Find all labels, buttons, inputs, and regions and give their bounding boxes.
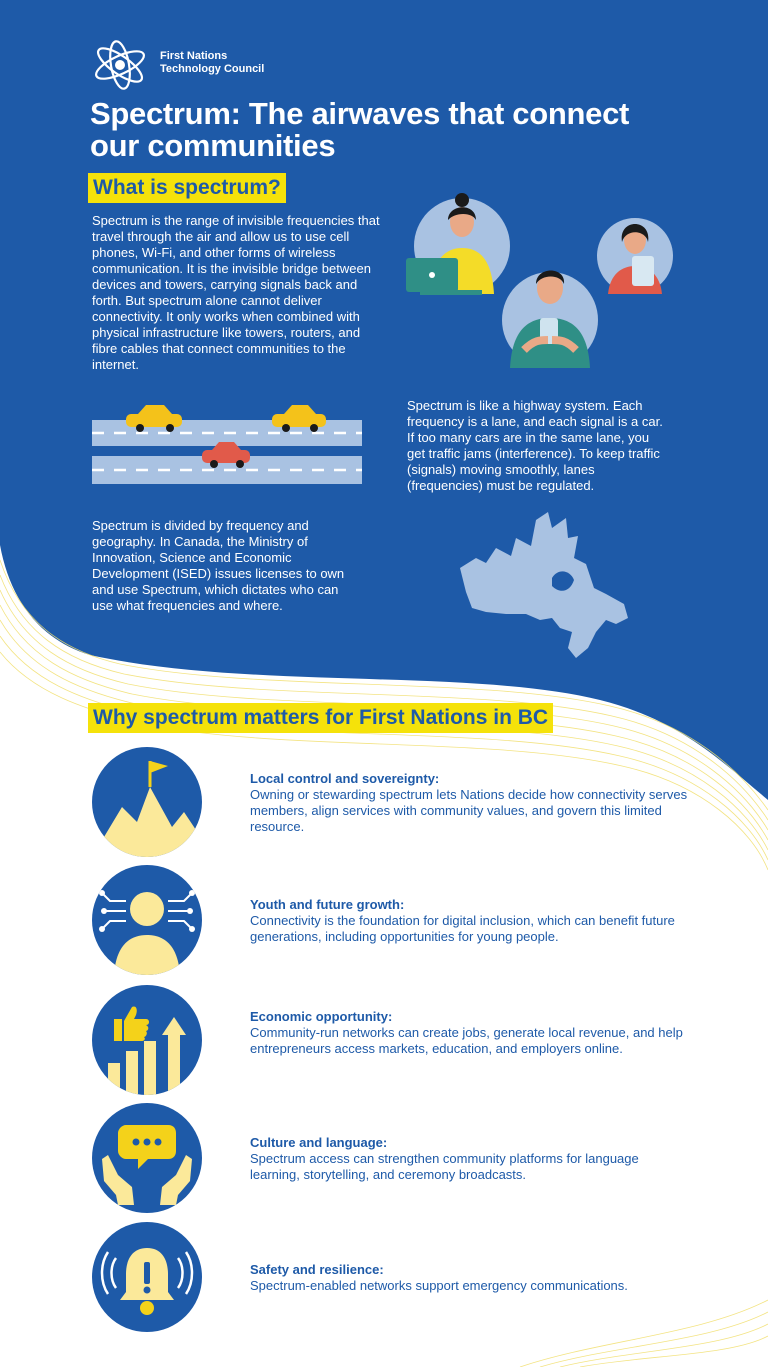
list-item-safety xyxy=(92,1222,692,1334)
item-description: Spectrum-enabled networks support emergency communications. xyxy=(250,1278,628,1293)
section-heading-what: What is spectrum? xyxy=(88,173,286,203)
icon-circle xyxy=(92,1222,202,1332)
divided-paragraph: Spectrum is divided by frequency and geography. In Canada, the Ministry of Innovation, Science and Economic Development (ISED) issues licenses to own and use Spectrum, which dictates who can use what frequencies and where. xyxy=(92,518,345,613)
item-description: Connectivity is the foundation for digital inclusion, which can benefit future generations, including opportunities for young people. xyxy=(250,913,675,944)
list-item-culture xyxy=(92,1103,692,1215)
icon-circle xyxy=(92,1103,202,1213)
icon-circle xyxy=(92,985,202,1095)
organization-logo xyxy=(90,35,280,91)
icon-circle xyxy=(92,747,202,857)
icon-circle xyxy=(92,865,202,975)
item-title: Economic opportunity: xyxy=(250,1009,393,1024)
item-description: Spectrum access can strengthen community platforms for language learning, storytelling, and ceremony broadcasts. xyxy=(250,1151,639,1182)
item-title: Youth and future growth: xyxy=(250,897,405,912)
canada-map-icon xyxy=(456,508,636,668)
highway-illustration xyxy=(92,402,362,488)
hands-speech-icon xyxy=(92,1103,202,1213)
item-description: Community-run networks can create jobs, generate local revenue, and help entrepreneurs access markets, education, and employers online. xyxy=(250,1025,683,1056)
list-item-economic xyxy=(92,985,692,1097)
organization-name: First Nations Technology Council xyxy=(160,50,265,75)
item-title: Culture and language: xyxy=(250,1135,388,1150)
people-devices-illustration xyxy=(400,190,690,380)
list-item-youth xyxy=(92,865,692,977)
item-title: Local control and sovereignty: xyxy=(250,771,440,786)
mountain-flag-icon xyxy=(92,747,202,857)
item-description: Owning or stewarding spectrum lets Nations decide how connectivity serves members, align services with community values, and govern this limited resource. xyxy=(250,787,688,834)
highway-paragraph: Spectrum is like a highway system. Each frequency is a lane, and each signal is a car. If too many cars are in the same lane, you get traffic jams (interference). To keep traffic (signals) moving smoothly, lanes (frequencies) must be regulated. xyxy=(407,398,663,493)
atom-logo-icon xyxy=(90,35,154,91)
alert-bell-icon xyxy=(92,1222,202,1332)
intro-paragraph: Spectrum is the range of invisible frequencies that travel through the air and allow us to use cell phones, Wi-Fi, and other forms of wireless communication. It is the invisible bridge between devices and towers, carrying signals back and forth. But spectrum alone cannot deliver connectivity. It only works when combined with physical infrastructure like towers, routers, and fibre cables that connect communities to the internet. xyxy=(92,213,380,372)
list-item-sovereignty xyxy=(92,747,692,859)
page-title: Spectrum: The airwaves that connect our communities xyxy=(90,96,630,163)
section-heading-why: Why spectrum matters for First Nations in BC xyxy=(88,703,553,733)
item-title: Safety and resilience: xyxy=(250,1262,384,1277)
youth-network-icon xyxy=(92,865,202,975)
growth-chart-icon xyxy=(92,985,202,1095)
